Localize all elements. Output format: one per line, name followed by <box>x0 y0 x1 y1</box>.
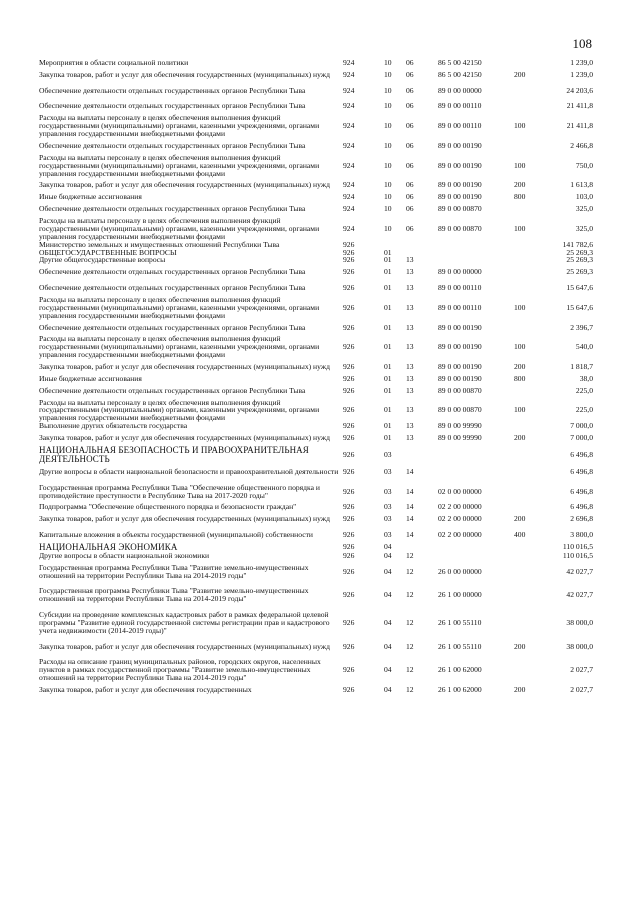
row-ved-code: 926 <box>343 267 355 277</box>
table-row <box>39 464 593 480</box>
row-ved-code: 926 <box>343 685 355 695</box>
row-expense-type: 200 <box>514 641 526 651</box>
row-name: Министерство земельных и имущественных отношений Республики Тыва <box>39 239 280 249</box>
row-section-code: 03 <box>384 530 392 540</box>
table-row <box>39 552 593 560</box>
row-target-article: 89 0 00 00190 <box>438 192 482 202</box>
row-subsection-code: 14 <box>406 530 414 540</box>
table-row <box>39 583 593 607</box>
row-amount: 38 000,0 <box>566 618 593 627</box>
row-section-code: 10 <box>384 101 392 111</box>
row-amount: 6 496,8 <box>570 449 593 459</box>
row-name: Расходы на выплаты персоналу в целях обеспечения выполнения функций государственными (муниципальными) органами, казенными учреждениями, органами управления государственными внебюджетными фондами <box>39 113 320 139</box>
row-ved-code: 926 <box>343 373 355 383</box>
row-subsection-code: 06 <box>406 101 414 111</box>
row-target-article: 02 2 00 00000 <box>438 530 482 540</box>
row-expense-type: 200 <box>514 433 526 443</box>
row-ved-code: 926 <box>343 449 355 459</box>
table-row <box>39 383 593 399</box>
table-row <box>39 98 593 114</box>
table-row <box>39 503 593 511</box>
row-name: Закупка товаров, работ и услуг для обеспечения государственных (муниципальных) нужд <box>39 362 330 371</box>
row-name: Обеспечение деятельности отдельных государственных органов Республики Тыва <box>39 385 306 395</box>
row-amount: 25 269,3 <box>566 255 593 265</box>
row-name: Государственная программа Республики Тыва "Развитие земельно-имущественных отношений на территории Республики Тыва на 2014-2019 годы" <box>39 562 309 580</box>
page-number: 108 <box>572 36 592 51</box>
row-ved-code: 926 <box>343 641 355 651</box>
row-subsection-code: 06 <box>406 140 414 150</box>
row-amount: 15 647,6 <box>566 283 593 293</box>
row-target-article: 89 0 00 99990 <box>438 433 482 443</box>
row-subsection-code: 13 <box>406 421 414 431</box>
table-row <box>39 480 593 504</box>
row-name: Обеспечение деятельности отдельных государственных органов Республики Тыва <box>39 140 306 150</box>
table-row <box>39 560 593 584</box>
row-section-code: 03 <box>384 514 392 524</box>
row-target-article: 26 1 00 00000 <box>438 590 482 600</box>
row-amount: 225,0 <box>575 385 593 395</box>
row-target-article: 89 0 00 00110 <box>438 302 482 312</box>
row-amount: 2 027,7 <box>570 685 593 695</box>
row-ved-code: 926 <box>343 247 355 257</box>
row-expense-type: 200 <box>514 69 526 79</box>
row-target-article: 26 0 00 00000 <box>438 566 482 576</box>
row-name: Закупка товаров, работ и услуг для обеспечения государственных (муниципальных) нужд <box>39 180 330 190</box>
table-row <box>39 217 593 241</box>
row-amount: 1 613,8 <box>570 180 593 190</box>
row-ved-code: 926 <box>343 550 355 560</box>
table-row <box>39 67 593 83</box>
row-name: Расходы на выплаты персоналу в целях обеспечения выполнения функций государственными (муниципальными) органами, казенными учреждениями, органами управления государственными внебюджетными фондами <box>39 152 320 178</box>
row-subsection-code: 13 <box>406 322 414 332</box>
row-ved-code: 924 <box>343 160 355 170</box>
table-row <box>39 375 593 383</box>
row-ved-code: 926 <box>343 255 355 265</box>
row-name: Обеспечение деятельности отдельных государственных органов Республики Тыва <box>39 322 306 332</box>
row-target-article: 89 0 00 00190 <box>438 342 482 352</box>
row-ved-code: 926 <box>343 542 355 552</box>
row-amount: 225,0 <box>575 405 593 415</box>
row-expense-type: 100 <box>514 223 526 233</box>
row-amount: 6 496,8 <box>570 486 593 496</box>
table-row <box>39 335 593 359</box>
row-subsection-code: 14 <box>406 486 414 496</box>
row-name: НАЦИОНАЛЬНАЯ БЕЗОПАСНОСТЬ И ПРАВООХРАНИТЕЛЬНАЯ ДЕЯТЕЛЬНОСТЬ <box>39 444 309 464</box>
row-amount: 750,0 <box>575 160 593 170</box>
row-name: Расходы на выплаты персоналу в целях обеспечения выполнения функций государственными (муниципальными) органами, казенными учреждениями, органами управления государственными внебюджетными фондами <box>39 397 320 423</box>
row-subsection-code: 06 <box>406 121 414 131</box>
row-ved-code: 924 <box>343 58 355 67</box>
row-ved-code: 924 <box>343 101 355 111</box>
row-amount: 141 782,6 <box>562 239 593 249</box>
row-name: НАЦИОНАЛЬНАЯ ЭКОНОМИКА <box>39 541 178 552</box>
row-target-article: 26 1 00 62000 <box>438 685 482 695</box>
row-amount: 21 411,8 <box>566 101 593 111</box>
row-name: Расходы на выплаты персоналу в целях обеспечения выполнения функций государственными (муниципальными) органами, казенными учреждениями, органами управления государственными внебюджетными фондами <box>39 334 320 360</box>
row-section-code: 01 <box>384 421 392 431</box>
row-section-code: 10 <box>384 85 392 95</box>
row-amount: 1 239,0 <box>570 58 593 67</box>
row-target-article: 89 0 00 00190 <box>438 180 482 190</box>
row-section-code: 04 <box>384 618 392 627</box>
row-section-code: 01 <box>384 433 392 443</box>
table-row <box>39 201 593 217</box>
row-target-article: 89 0 00 00870 <box>438 223 482 233</box>
row-target-article: 26 1 00 55110 <box>438 641 482 651</box>
row-section-code: 04 <box>384 685 392 695</box>
table-row <box>39 296 593 320</box>
row-section-code: 01 <box>384 247 392 257</box>
row-expense-type: 200 <box>514 514 526 524</box>
row-amount: 2 466,8 <box>570 140 593 150</box>
row-expense-type: 200 <box>514 180 526 190</box>
row-name: Обеспечение деятельности отдельных государственных органов Республики Тыва <box>39 283 306 293</box>
row-ved-code: 926 <box>343 530 355 540</box>
row-subsection-code: 06 <box>406 204 414 214</box>
row-section-code: 10 <box>384 180 392 190</box>
table-row <box>39 138 593 154</box>
row-ved-code: 926 <box>343 433 355 443</box>
row-section-code: 10 <box>384 121 392 131</box>
row-expense-type: 100 <box>514 342 526 352</box>
row-subsection-code: 06 <box>406 58 414 67</box>
row-target-article: 02 2 00 00000 <box>438 502 482 512</box>
row-target-article: 89 0 00 00190 <box>438 160 482 170</box>
row-ved-code: 926 <box>343 466 355 476</box>
table-row <box>39 446 593 464</box>
table-row <box>39 264 593 280</box>
row-amount: 1 239,0 <box>570 69 593 79</box>
row-ved-code: 924 <box>343 223 355 233</box>
table-row <box>39 359 593 375</box>
row-expense-type: 100 <box>514 405 526 415</box>
row-subsection-code: 13 <box>406 362 414 371</box>
row-ved-code: 926 <box>343 342 355 352</box>
row-subsection-code: 13 <box>406 255 414 265</box>
row-target-article: 89 0 00 00190 <box>438 140 482 150</box>
row-subsection-code: 13 <box>406 283 414 293</box>
row-name: Закупка товаров, работ и услуг для обеспечения государственных (муниципальных) нужд <box>39 514 330 524</box>
row-section-code: 01 <box>384 405 392 415</box>
row-target-article: 89 0 00 00190 <box>438 362 482 371</box>
row-ved-code: 926 <box>343 362 355 371</box>
row-ved-code: 926 <box>343 239 355 249</box>
row-ved-code: 924 <box>343 69 355 79</box>
row-section-code: 04 <box>384 550 392 560</box>
row-target-article: 89 0 00 99990 <box>438 421 482 431</box>
row-target-article: 89 0 00 00000 <box>438 85 482 95</box>
table-row <box>39 154 593 178</box>
row-subsection-code: 12 <box>406 618 414 627</box>
row-section-code: 03 <box>384 486 392 496</box>
row-amount: 24 203,6 <box>566 85 593 95</box>
row-amount: 15 647,6 <box>566 302 593 312</box>
row-amount: 3 800,0 <box>570 530 593 540</box>
row-ved-code: 926 <box>343 421 355 431</box>
row-ved-code: 924 <box>343 121 355 131</box>
row-subsection-code: 14 <box>406 466 414 476</box>
row-subsection-code: 12 <box>406 665 414 675</box>
table-row <box>39 430 593 446</box>
row-target-article: 89 0 00 00000 <box>438 267 482 277</box>
row-ved-code: 926 <box>343 618 355 627</box>
row-amount: 2 396,7 <box>570 322 593 332</box>
row-subsection-code: 12 <box>406 685 414 695</box>
table-row <box>39 399 593 423</box>
row-section-code: 10 <box>384 160 392 170</box>
row-target-article: 02 2 00 00000 <box>438 514 482 524</box>
row-ved-code: 924 <box>343 204 355 214</box>
table-row <box>39 280 593 296</box>
row-section-code: 10 <box>384 140 392 150</box>
row-name: Закупка товаров, работ и услуг для обеспечения государственных (муниципальных) нужд <box>39 69 330 79</box>
row-amount: 2 027,7 <box>570 665 593 675</box>
row-name: Мероприятия в области социальной политики <box>39 58 189 67</box>
table-row <box>39 655 593 687</box>
row-expense-type: 200 <box>514 362 526 371</box>
row-section-code: 04 <box>384 665 392 675</box>
row-name: Государственная программа Республики Тыва "Развитие земельно-имущественных отношений на территории Республики Тыва на 2014-2019 годы" <box>39 586 309 604</box>
row-name: Расходы на описание границ муниципальных районов, городских округов, населенных пунктов в рамках государственной программы "Развитие земельно-имущественных отношений на территории Республики Тыва на 2014-2019 годы" <box>39 657 321 683</box>
row-name: Другие вопросы в области национальной безопасности и правоохранительной деятельности <box>39 466 339 476</box>
row-section-code: 10 <box>384 58 392 67</box>
row-target-article: 26 1 00 62000 <box>438 665 482 675</box>
row-section-code: 01 <box>384 255 392 265</box>
row-amount: 42 027,7 <box>566 590 593 600</box>
row-name: Другие вопросы в области национальной экономики <box>39 550 210 560</box>
row-amount: 110 016,5 <box>562 550 593 560</box>
row-ved-code: 926 <box>343 665 355 675</box>
row-section-code: 04 <box>384 641 392 651</box>
row-section-code: 10 <box>384 204 392 214</box>
row-expense-type: 800 <box>514 192 526 202</box>
row-name: Государственная программа Республики Тыва "Обеспечение общественного порядка и противодействие преступности в Республике Тыва на 2017-2020 годы" <box>39 482 320 500</box>
row-target-article: 89 0 00 00870 <box>438 405 482 415</box>
row-ved-code: 924 <box>343 180 355 190</box>
row-amount: 7 000,0 <box>570 421 593 431</box>
row-section-code: 03 <box>384 502 392 512</box>
row-amount: 325,0 <box>575 223 593 233</box>
row-name: Иные бюджетные ассигнования <box>39 192 142 202</box>
row-subsection-code: 06 <box>406 160 414 170</box>
row-subsection-code: 14 <box>406 502 414 512</box>
row-subsection-code: 14 <box>406 514 414 524</box>
row-ved-code: 926 <box>343 502 355 512</box>
table-row <box>39 193 593 201</box>
row-section-code: 01 <box>384 302 392 312</box>
table-row <box>39 607 593 639</box>
row-ved-code: 924 <box>343 192 355 202</box>
row-ved-code: 924 <box>343 85 355 95</box>
row-section-code: 01 <box>384 322 392 332</box>
row-name: Закупка товаров, работ и услуг для обеспечения государственных (муниципальных) нужд <box>39 641 330 651</box>
row-expense-type: 200 <box>514 685 526 695</box>
row-expense-type: 100 <box>514 160 526 170</box>
row-amount: 1 818,7 <box>570 362 593 371</box>
row-section-code: 03 <box>384 449 392 459</box>
table-row <box>39 114 593 138</box>
row-subsection-code: 06 <box>406 180 414 190</box>
row-expense-type: 100 <box>514 121 526 131</box>
table-row <box>39 59 593 67</box>
table-row <box>39 422 593 430</box>
row-section-code: 04 <box>384 542 392 552</box>
row-subsection-code: 13 <box>406 433 414 443</box>
row-subsection-code: 13 <box>406 342 414 352</box>
row-name: Закупка товаров, работ и услуг для обеспечения государственных (муниципальных) нужд <box>39 433 330 443</box>
row-subsection-code: 13 <box>406 385 414 395</box>
row-name: Обеспечение деятельности отдельных государственных органов Республики Тыва <box>39 204 306 214</box>
row-ved-code: 926 <box>343 566 355 576</box>
row-ved-code: 926 <box>343 514 355 524</box>
row-name: Расходы на выплаты персоналу в целях обеспечения выполнения функций государственными (муниципальными) органами, казенными учреждениями, органами управления государственными внебюджетными фондами <box>39 215 320 241</box>
row-target-article: 89 0 00 00110 <box>438 283 482 293</box>
row-target-article: 86 5 00 42150 <box>438 58 482 67</box>
row-ved-code: 926 <box>343 283 355 293</box>
row-expense-type: 400 <box>514 530 526 540</box>
row-amount: 6 496,8 <box>570 502 593 512</box>
row-amount: 25 269,3 <box>566 247 593 257</box>
row-amount: 21 411,8 <box>566 121 593 131</box>
row-target-article: 89 0 00 00870 <box>438 385 482 395</box>
row-target-article: 86 5 00 42150 <box>438 69 482 79</box>
row-section-code: 10 <box>384 192 392 202</box>
row-expense-type: 100 <box>514 302 526 312</box>
row-amount: 7 000,0 <box>570 433 593 443</box>
table-row <box>39 256 593 264</box>
row-subsection-code: 06 <box>406 85 414 95</box>
row-name: Закупка товаров, работ и услуг для обеспечения государственных <box>39 685 252 695</box>
row-amount: 2 696,8 <box>570 514 593 524</box>
row-target-article: 89 0 00 00110 <box>438 121 482 131</box>
row-amount: 103,0 <box>575 192 593 202</box>
table-row <box>39 83 593 99</box>
row-name: Капитальные вложения в объекты государственной (муниципальной) собственности <box>39 530 313 540</box>
row-target-article: 26 1 00 55110 <box>438 618 482 627</box>
row-subsection-code: 12 <box>406 566 414 576</box>
row-subsection-code: 13 <box>406 267 414 277</box>
table-row <box>39 511 593 527</box>
row-amount: 6 496,8 <box>570 466 593 476</box>
row-section-code: 10 <box>384 69 392 79</box>
table-row <box>39 686 593 694</box>
row-amount: 325,0 <box>575 204 593 214</box>
row-amount: 110 016,5 <box>562 542 593 552</box>
row-ved-code: 926 <box>343 302 355 312</box>
row-section-code: 10 <box>384 223 392 233</box>
row-name: Подпрограмма "Обеспечение общественного порядка и безопасности граждан" <box>39 502 297 512</box>
row-section-code: 01 <box>384 385 392 395</box>
row-subsection-code: 13 <box>406 405 414 415</box>
row-expense-type: 800 <box>514 373 526 383</box>
row-name: Другие общегосударственные вопросы <box>39 255 166 265</box>
row-name: ОБЩЕГОСУДАРСТВЕННЫЕ ВОПРОСЫ <box>39 247 177 257</box>
row-target-article: 89 0 00 00190 <box>438 373 482 383</box>
row-subsection-code: 13 <box>406 373 414 383</box>
row-amount: 42 027,7 <box>566 566 593 576</box>
row-target-article: 89 0 00 00190 <box>438 322 482 332</box>
row-amount: 25 269,3 <box>566 267 593 277</box>
row-ved-code: 926 <box>343 322 355 332</box>
row-target-article: 02 0 00 00000 <box>438 486 482 496</box>
row-subsection-code: 13 <box>406 302 414 312</box>
row-section-code: 04 <box>384 590 392 600</box>
row-name: Субсидии на проведение комплексных кадастровых работ в рамках федеральной целевой программы "Развитие единой государственной системы регистрации прав и кадастрового учета недвижимости (2014-2019 годы)" <box>39 610 330 635</box>
row-section-code: 01 <box>384 373 392 383</box>
budget-table <box>39 59 593 694</box>
table-row <box>39 177 593 193</box>
row-subsection-code: 06 <box>406 223 414 233</box>
row-ved-code: 926 <box>343 590 355 600</box>
row-ved-code: 926 <box>343 486 355 496</box>
row-section-code: 01 <box>384 267 392 277</box>
row-name: Выполнение других обязательств государства <box>39 421 188 431</box>
table-row <box>39 320 593 336</box>
row-target-article: 89 0 00 00110 <box>438 101 482 111</box>
row-subsection-code: 12 <box>406 550 414 560</box>
row-target-article: 89 0 00 00870 <box>438 204 482 214</box>
row-subsection-code: 12 <box>406 590 414 600</box>
row-name: Расходы на выплаты персоналу в целях обеспечения выполнения функций государственными (муниципальными) органами, казенными учреждениями, органами управления государственными внебюджетными фондами <box>39 294 320 320</box>
row-name: Обеспечение деятельности отдельных государственных органов Республики Тыва <box>39 101 306 111</box>
row-section-code: 01 <box>384 283 392 293</box>
row-section-code: 01 <box>384 362 392 371</box>
row-subsection-code: 12 <box>406 641 414 651</box>
row-name: Обеспечение деятельности отдельных государственных органов Республики Тыва <box>39 267 306 277</box>
row-section-code: 03 <box>384 466 392 476</box>
row-name: Иные бюджетные ассигнования <box>39 373 142 383</box>
row-ved-code: 924 <box>343 140 355 150</box>
row-amount: 540,0 <box>575 342 593 352</box>
table-row <box>39 639 593 655</box>
row-subsection-code: 06 <box>406 69 414 79</box>
row-amount: 38 000,0 <box>566 641 593 651</box>
row-amount: 38,0 <box>579 373 593 383</box>
row-ved-code: 926 <box>343 385 355 395</box>
row-ved-code: 926 <box>343 405 355 415</box>
table-row <box>39 527 593 543</box>
row-name: Обеспечение деятельности отдельных государственных органов Республики Тыва <box>39 85 306 95</box>
row-section-code: 04 <box>384 566 392 576</box>
row-subsection-code: 06 <box>406 192 414 202</box>
row-section-code: 01 <box>384 342 392 352</box>
